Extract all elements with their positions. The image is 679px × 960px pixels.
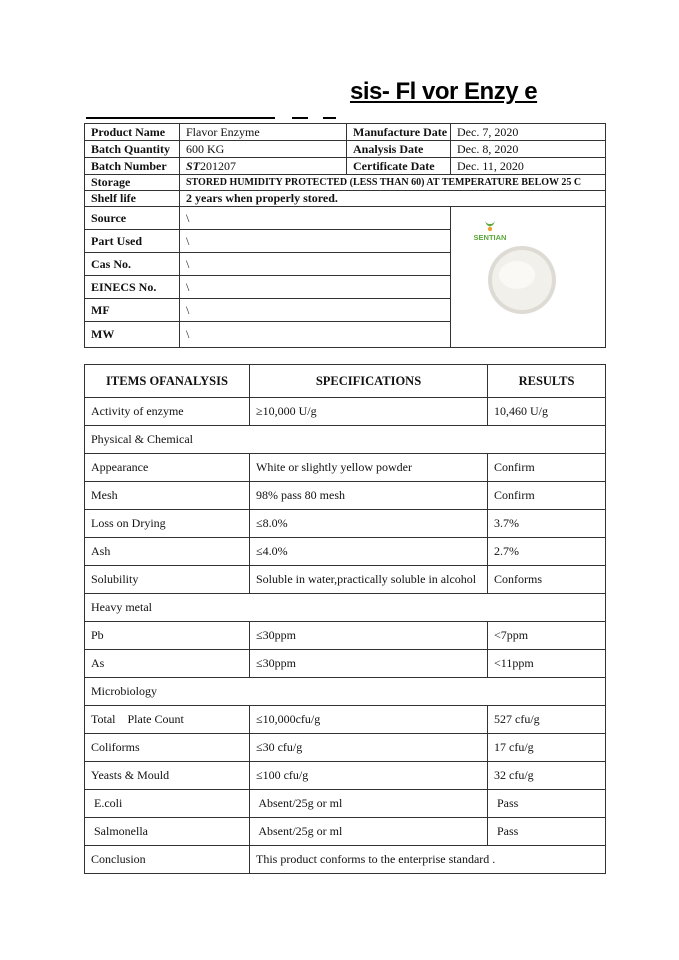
header-results: RESULTS <box>488 365 606 398</box>
table-row <box>85 482 606 510</box>
mw-value: \ <box>180 322 451 348</box>
table-row <box>85 510 606 538</box>
analysis-date-label: Analysis Date <box>347 141 451 158</box>
spec-cell: ≤30ppm <box>250 650 488 678</box>
spec-cell: ≤30ppm <box>250 622 488 650</box>
product-image-cell <box>451 207 606 348</box>
powder-highlight <box>499 261 535 289</box>
spec-cell: ≤8.0% <box>250 510 488 538</box>
item-cell: Appearance <box>85 454 250 482</box>
table-row <box>85 538 606 566</box>
info-row <box>85 158 606 175</box>
table-row <box>85 762 606 790</box>
item-cell: Activity of enzyme <box>85 398 250 426</box>
item-cell: As <box>85 650 250 678</box>
item-cell: Loss on Drying <box>85 510 250 538</box>
item-cell: Pb <box>85 622 250 650</box>
item-cell: Coliforms <box>85 734 250 762</box>
batch-number-digits: 201207 <box>200 158 237 173</box>
analysis-header-row <box>85 365 606 398</box>
info-row <box>85 175 606 191</box>
part-used-label: Part Used <box>85 230 180 253</box>
table-row <box>85 622 606 650</box>
analysis-table-body <box>85 365 606 874</box>
source-value: \ <box>180 207 451 230</box>
logo-text: SENTIAN <box>473 233 507 242</box>
table-row <box>85 650 606 678</box>
header-items: ITEMS OFANALYSIS <box>85 365 250 398</box>
item-cell: Salmonella <box>85 818 250 846</box>
storage-label: Storage <box>85 175 180 191</box>
result-cell: Confirm <box>488 454 606 482</box>
einecs-no-label: EINECS No. <box>85 276 180 299</box>
item-cell: Mesh <box>85 482 250 510</box>
manufacture-date-label: Manufacture Date <box>347 124 451 141</box>
result-cell: 10,460 U/g <box>488 398 606 426</box>
section-row <box>85 678 606 706</box>
result-cell: Pass <box>488 818 606 846</box>
result-cell: Conforms <box>488 566 606 594</box>
mw-label: MW <box>85 322 180 348</box>
batch-quantity-value: 600 KG <box>180 141 347 158</box>
certificate-date-value: Dec. 11, 2020 <box>451 158 606 175</box>
table-row <box>85 734 606 762</box>
info-row <box>85 191 606 207</box>
mf-label: MF <box>85 299 180 322</box>
batch-quantity-label: Batch Quantity <box>85 141 180 158</box>
table-row <box>85 398 606 426</box>
spec-cell: ≥10,000 U/g <box>250 398 488 426</box>
table-row <box>85 706 606 734</box>
source-label: Source <box>85 207 180 230</box>
certificate-date-label: Certificate Date <box>347 158 451 175</box>
logo-dot-icon <box>488 227 492 231</box>
conclusion-row <box>85 846 606 874</box>
product-name-value: Flavor Enzyme <box>180 124 347 141</box>
result-cell: 32 cfu/g <box>488 762 606 790</box>
section-row <box>85 594 606 622</box>
table-row <box>85 454 606 482</box>
sentian-logo <box>465 219 515 243</box>
result-cell: 527 cfu/g <box>488 706 606 734</box>
spec-cell: Absent/25g or ml <box>250 818 488 846</box>
analysis-date-value: Dec. 8, 2020 <box>451 141 606 158</box>
powder-sample-image <box>487 245 557 315</box>
info-row <box>85 124 606 141</box>
section-title: Microbiology <box>85 678 606 706</box>
page-title: sis- Fl vor Enzy e <box>350 78 538 105</box>
table-row <box>85 790 606 818</box>
einecs-no-value: \ <box>180 276 451 299</box>
table-row <box>85 818 606 846</box>
spec-cell: Absent/25g or ml <box>250 790 488 818</box>
product-name-label: Product Name <box>85 124 180 141</box>
result-cell: <11ppm <box>488 650 606 678</box>
item-cell: Yeasts & Mould <box>85 762 250 790</box>
batch-number-value <box>180 158 347 175</box>
info-row <box>85 207 606 230</box>
spec-cell: ≤100 cfu/g <box>250 762 488 790</box>
result-cell: <7ppm <box>488 622 606 650</box>
result-cell: 2.7% <box>488 538 606 566</box>
section-title: Heavy metal <box>85 594 606 622</box>
result-cell: 3.7% <box>488 510 606 538</box>
table-row <box>85 566 606 594</box>
batch-number-prefix: ST <box>186 158 201 173</box>
result-cell: Confirm <box>488 482 606 510</box>
header-specifications: SPECIFICATIONS <box>250 365 488 398</box>
spec-cell: 98% pass 80 mesh <box>250 482 488 510</box>
storage-value: STORED HUMIDITY PROTECTED (LESS THAN 60) AT TEMPERATURE BELOW 25 C <box>180 175 606 191</box>
spec-cell: ≤10,000cfu/g <box>250 706 488 734</box>
item-cell: Total Plate Count <box>85 706 250 734</box>
info-row <box>85 141 606 158</box>
batch-number-label: Batch Number <box>85 158 180 175</box>
title-underline-fragment <box>86 117 275 119</box>
part-used-value: \ <box>180 230 451 253</box>
cas-no-label: Cas No. <box>85 253 180 276</box>
mf-value: \ <box>180 299 451 322</box>
spec-cell: ≤30 cfu/g <box>250 734 488 762</box>
spec-cell: Soluble in water,practically soluble in alcohol <box>250 566 488 594</box>
shelf-life-label: Shelf life <box>85 191 180 207</box>
manufacture-date-value: Dec. 7, 2020 <box>451 124 606 141</box>
item-cell: Solubility <box>85 566 250 594</box>
spec-cell: ≤4.0% <box>250 538 488 566</box>
conclusion-label: Conclusion <box>85 846 250 874</box>
section-title: Physical & Chemical <box>85 426 606 454</box>
analysis-table <box>84 364 606 874</box>
logo-leaf-icon <box>485 221 495 226</box>
spec-cell: White or slightly yellow powder <box>250 454 488 482</box>
cas-no-value: \ <box>180 253 451 276</box>
conclusion-value: This product conforms to the enterprise standard . <box>250 846 606 874</box>
result-cell: Pass <box>488 790 606 818</box>
item-cell: Ash <box>85 538 250 566</box>
product-info-table <box>84 123 606 348</box>
section-row <box>85 426 606 454</box>
result-cell: 17 cfu/g <box>488 734 606 762</box>
title-underline-fragment <box>323 117 336 119</box>
title-underline-fragment <box>292 117 308 119</box>
item-cell: E.coli <box>85 790 250 818</box>
shelf-life-value: 2 years when properly stored. <box>180 191 606 207</box>
